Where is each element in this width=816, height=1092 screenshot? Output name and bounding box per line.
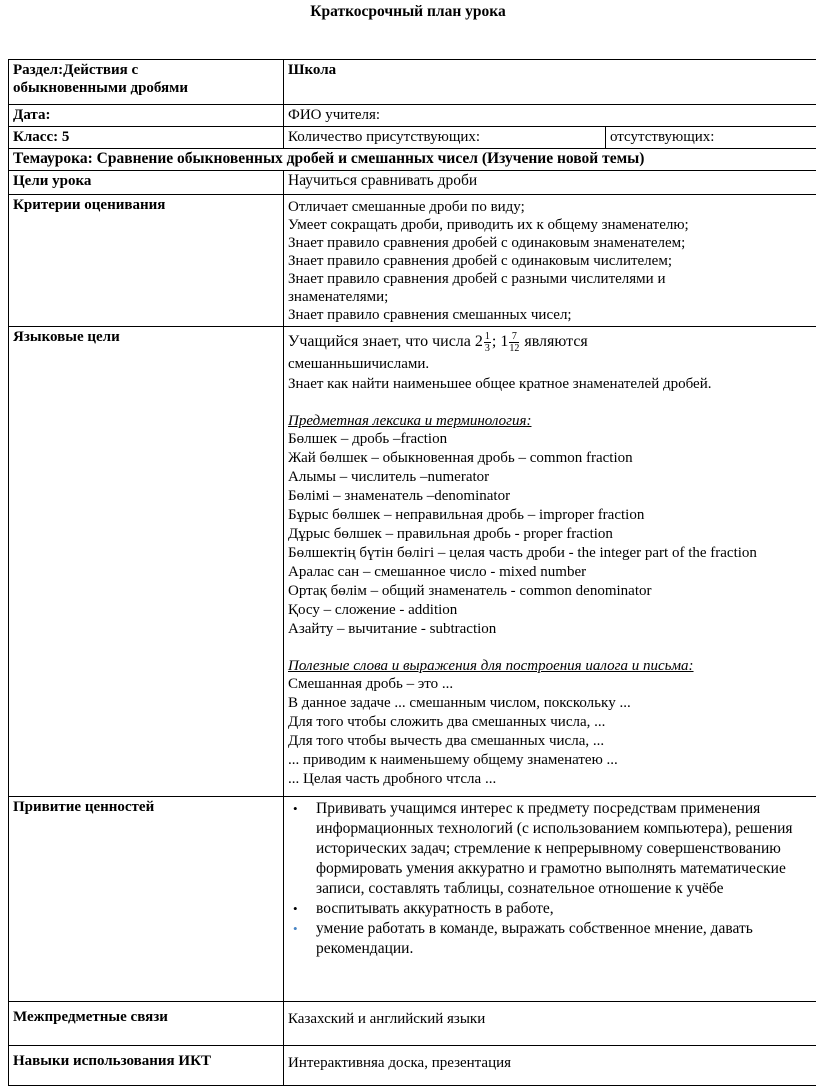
row-values bbox=[9, 797, 816, 1002]
cross-subject-value: Казахский и английский языки bbox=[284, 1002, 816, 1046]
present-count-label: Количество присутствующих: bbox=[284, 127, 606, 149]
ict-label: Навыки использования ИКТ bbox=[9, 1046, 284, 1086]
bullet-icon: • bbox=[293, 801, 298, 816]
ict-value: Интерактивняа доска, презентация bbox=[284, 1046, 816, 1086]
row-ict bbox=[9, 1046, 816, 1086]
cross-subject-label: Межпредметные связи bbox=[9, 1002, 284, 1046]
criteria-item: Умеет сокращать дроби, приводить их к общему знаменателю; bbox=[288, 217, 689, 233]
criteria-item: Отличает смешанные дроби по виду; bbox=[288, 199, 525, 215]
phrase-item: ... приводим к наименьшему общему знаменатею ... bbox=[288, 752, 618, 768]
row-criteria bbox=[9, 195, 816, 327]
row-goals bbox=[9, 171, 816, 195]
values-item: • умение работать в команде, выражать собственное мнение, давать рекомендации. bbox=[293, 920, 753, 957]
language-intro-line2: смешанньшичислами. bbox=[288, 356, 430, 372]
row-cross-subject bbox=[9, 1002, 816, 1046]
school-value: Школа bbox=[284, 60, 816, 105]
vocab-heading: Предметная лексика и терминология: bbox=[288, 413, 532, 429]
criteria-label: Критерии оценивания bbox=[9, 195, 284, 327]
mixed-number-2: 1 $\frac{7}{12}$ bbox=[500, 331, 520, 354]
values-item: • Прививать учащимся интерес к предмету посредствам применения информационных технологий (с использованием компьютера), решения исторических задач; стремление к непрерывному совершенствованию формировать умения аккуратно и грамотно выполнять математические записи, составлять таблицы, сознательное отношение к учёбе bbox=[293, 800, 793, 897]
bullet-icon: • bbox=[293, 921, 298, 936]
row-date bbox=[9, 105, 816, 127]
section-label: Раздел:Действия с обыкновенными дробями bbox=[9, 60, 284, 105]
phrase-item: В данное задаче ... смешанным числом, поксколькy ... bbox=[288, 695, 631, 711]
language-intro: Учащийся знает, что числа 2 $\frac{1}{3}$ ; 1 $\frac{7}{12}$ являются bbox=[288, 331, 588, 354]
vocab-item: Бөлімі – знаменатель –denominator bbox=[288, 488, 511, 504]
vocab-item: Бұрыс бөлшек – неправильная дробь – improper fraction bbox=[288, 507, 645, 523]
phrase-item: Смешанная дробь – это ... bbox=[288, 676, 454, 692]
row-topic bbox=[9, 149, 816, 171]
criteria-item: Знает правило сравнения дробей с одинаковым знаменателем; bbox=[288, 235, 686, 251]
vocab-item: Ортақ бөлім – общий знаменатель - common denominator bbox=[288, 583, 652, 599]
language-content bbox=[284, 327, 816, 797]
values-content bbox=[284, 797, 816, 1002]
phrase-item: Для того чтобы сложить два смешанных числа, ... bbox=[288, 714, 606, 730]
criteria-item: Знает правило сравнения дробей с одинаковым числителем; bbox=[288, 253, 672, 269]
vocab-item: Жай бөлшек – обыкновенная дробь – common fraction bbox=[288, 450, 633, 466]
vocab-item: Бөлшек – дробь –fraction bbox=[288, 431, 448, 447]
language-knows: Знает как найти наименьшее общее кратное знаменателей дробей. bbox=[288, 376, 712, 392]
vocab-item: Бөлшектің бүтін бөлігі – целая часть дроби - the integer part of the fraction bbox=[288, 545, 757, 561]
goals-label: Цели урока bbox=[9, 171, 284, 195]
goals-value: Научиться сравнивать дроби bbox=[284, 171, 816, 195]
language-label: Языковые цели bbox=[9, 327, 284, 797]
phrase-item: ... Целая часть дробного чтсла ... bbox=[288, 771, 497, 787]
absent-count-label: отсутствующих: bbox=[606, 127, 816, 149]
vocab-item: Алымы – числитель –numerator bbox=[288, 469, 490, 485]
phrase-item: Для того чтобы вычесть два смешанных числа, ... bbox=[288, 733, 605, 749]
vocab-item: Дұрыс бөлшек – правильная дробь - proper fraction bbox=[288, 526, 613, 542]
page-title: Краткосрочный план урока bbox=[310, 3, 506, 20]
values-item: • воспитывать аккуратность в работе, bbox=[293, 900, 554, 917]
bullet-icon: • bbox=[293, 901, 298, 916]
lesson-topic: Темаурока: Сравнение обыкновенных дробей и смешанных чисел (Изучение новой темы) bbox=[9, 149, 816, 171]
lesson-plan-table bbox=[8, 59, 816, 1086]
mixed-number-1: 2 $\frac{1}{3}$ bbox=[474, 331, 490, 354]
date-label: Дата: bbox=[9, 105, 284, 127]
criteria-item: Знает правило сравнения дробей с разными числителями и bbox=[288, 271, 666, 287]
values-list bbox=[288, 799, 814, 959]
class-label: Класс: 5 bbox=[9, 127, 284, 149]
phrases-heading: Полезные слова и выражения для построения иалога и письма: bbox=[288, 658, 694, 674]
row-language bbox=[9, 327, 816, 797]
row-class bbox=[9, 127, 816, 149]
teacher-name-label: ФИО учителя: bbox=[284, 105, 816, 127]
row-section bbox=[9, 60, 816, 105]
vocab-item: Азайту – вычитание - subtraction bbox=[288, 621, 497, 637]
values-label: Привитие ценностей bbox=[9, 797, 284, 1002]
vocab-item: Аралас сан – смешанное число - mixed number bbox=[288, 564, 587, 580]
criteria-item: Знает правило сравнения смешанных чисел; bbox=[288, 307, 572, 323]
vocab-item: Қосу – сложение - addition bbox=[288, 602, 458, 618]
criteria-list bbox=[284, 195, 816, 327]
criteria-item: знаменателями; bbox=[288, 289, 389, 305]
